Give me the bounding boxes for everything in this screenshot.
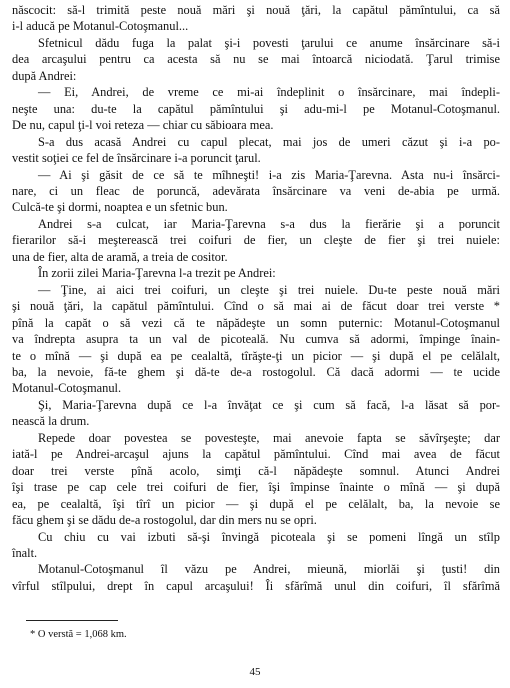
body-text — [12, 2, 500, 594]
text-line: Cu chiu cu vai izbuti să-şi învingă picoteala şi se pomeni lîngă un stîlp — [38, 529, 500, 544]
text-line: vîrful stîlpului, drept în capul arcaşului! Îi sfărîmă unul din coifuri, îl sfărîmă — [12, 578, 500, 593]
text-line: În zorii zilei Maria-Ţarevna l-a trezit pe Andrei: — [38, 266, 276, 281]
text-line: nare, ci un fleac de poruncă, adevărata însărcinare va veni de-abia pe urmă. — [12, 183, 500, 198]
text-line: Motanul-Cotoşmanul. — [12, 381, 122, 396]
text-line: şi nouă ţări, la capătul pămîntului. Cînd o să mai ai de făcut doar trei verste * — [12, 299, 500, 314]
text-line: doar trei verste pînă acolo, simţi că-l năpădeşte somnul. Atunci Andrei — [12, 463, 500, 478]
text-line: — Ai şi găsit de ce să te mîhneşti! i-a zis Maria-Ţarevna. Asta nu-i însărci- — [38, 167, 500, 182]
text-line: Şi, Maria-Ţarevna după ce l-a învăţat ce şi cum să facă, l-a lăsat să por- — [38, 397, 500, 412]
text-line: iată-l pe Andrei-arcaşul ajuns la capătul pămîntului. Cînd mai avea de făcut — [12, 447, 500, 462]
text-line: după Andrei: — [12, 68, 77, 83]
text-line: Andrei s-a culcat, iar Maria-Ţarevna s-a dus la fierărie şi a poruncit — [38, 216, 500, 231]
text-line: neşte una: du-te la capătul pămîntului şi adu-mi-l pe Motanul-Cotoşmanul. — [12, 101, 500, 116]
text-line: Culcă-te şi dormi, noaptea e un sfetnic bun. — [12, 200, 228, 215]
text-line: i-l aducă pe Motanul-Cotoşmanul... — [12, 19, 189, 34]
text-line: — Ţine, ai aici trei coifuri, un cleşte şi trei nuiele. Du-te peste nouă mări — [38, 282, 500, 297]
footnote-divider — [26, 620, 118, 621]
page-number: 45 — [249, 666, 261, 678]
text-line: ba, la nevoie, fă-te ghem şi dă-te de-a rostogolul. Că dacă adormi — te ucide — [12, 364, 500, 379]
text-line: va îndrepta asupra ta un val de picoteală. Nu cumva să adormi, împinge înain- — [12, 332, 500, 347]
text-line: dea arcaşului pentru ca acesta să nu se mai întoarcă niciodată. Ţarul trimise — [12, 52, 500, 67]
text-line: Repede doar povestea se povesteşte, mai anevoie fapta se săvîrşeşte; dar — [38, 430, 500, 445]
text-line: născocit: să-l trimită peste nouă mări şi nouă ţări, la capătul pămîntului, ca să — [12, 3, 500, 17]
text-line: vestit soţiei ce fel de însărcinare i-a poruncit ţarul. — [12, 151, 261, 166]
text-line: Motanul-Cotoşmanul îl văzu pe Andrei, mieună, miorlăi şi ţusti! din — [38, 562, 500, 577]
text-line: — Ei, Andrei, de vreme ce mi-ai îndeplinit o însărcinare, mai îndepli- — [38, 85, 500, 100]
text-line: pînă la capăt o să vezi că te năpădeşte un somn puternic: Motanul-Cotoşmanul — [12, 315, 500, 330]
text-line: De nu, capul ţi-l voi reteza — chiar cu săbioara mea. — [12, 118, 274, 133]
text-line: îşi trase pe cap cele trei coifuri de fier, îşi împinse înainte o mînă — şi după — [12, 480, 500, 495]
text-line: S-a dus acasă Andrei cu capul plecat, mai jos de umeri căzut şi i-a po- — [38, 134, 500, 149]
text-line: una de fier, alta de aramă, a treia de cositor. — [12, 249, 228, 264]
page-text-block — [12, 2, 500, 594]
footnote: * O verstă = 1,068 km. — [30, 629, 127, 640]
text-line: Sfetnicul dădu fuga la palat şi-i povesti ţarului ce anume însărcinare să-i — [38, 35, 500, 50]
text-line: făcu ghem şi se dădu de-a rostogolul, dar din mers nu se opri. — [12, 513, 317, 528]
text-line: nească la drum. — [12, 414, 90, 429]
text-line: ea, pe cealaltă, îşi tîrî un picior — şi după el pe celălalt, ba, la nevoie se — [12, 496, 500, 511]
text-line: te o mînă — şi după ea pe cealaltă, tîrăşte-ţi un picior — şi după el pe celălalt, — [12, 348, 500, 363]
text-line: fierarilor să-i meşterească trei coifuri de fier, un cleşte de fier şi trei nuiele: — [12, 233, 500, 248]
text-line: înalt. — [12, 545, 38, 560]
